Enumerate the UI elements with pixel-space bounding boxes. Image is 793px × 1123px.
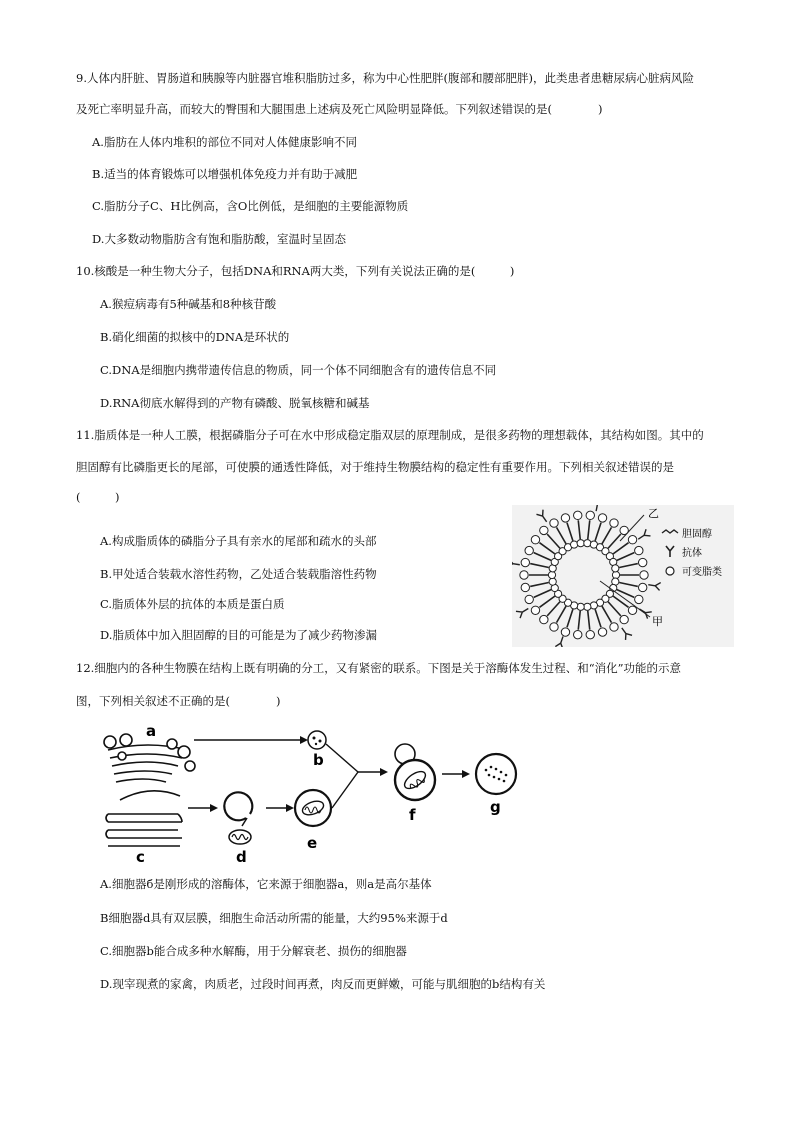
- q10-option-b: B.硝化细菌的拟核中的DNA是环状的: [100, 330, 290, 344]
- q11-option-c: C.脂质体外层的抗体的本质是蛋白质: [100, 597, 285, 611]
- phospholipid-head: [635, 546, 643, 554]
- phospholipid-head: [521, 583, 529, 591]
- phospholipid-head: [574, 630, 582, 638]
- q10-option-a: A.猴痘病毒有5种碱基和8种核苷酸: [100, 297, 277, 311]
- legend-antibody: 抗体: [682, 548, 702, 559]
- phospholipid-head: [612, 565, 619, 572]
- phospholipid-head: [540, 526, 548, 534]
- phospholipid-head: [531, 536, 539, 544]
- q12-option-a: A.细胞器б是刚形成的溶酶体，它来源于细胞器a，则a是高尔基体: [100, 877, 432, 891]
- phospholipid-head: [577, 540, 584, 547]
- phospholipid-head: [540, 615, 548, 623]
- phospholipid-head: [525, 595, 533, 603]
- phospholipid-head: [610, 519, 618, 527]
- phospholipid-head: [640, 571, 648, 579]
- q11-option-a: A.构成脂质体的磷脂分子具有亲水的尾部和疏水的头部: [100, 534, 377, 548]
- lysosome-b: [308, 731, 326, 749]
- phospholipid-head: [549, 578, 556, 585]
- q11-option-b: B.甲处适合装载水溶性药物，乙处适合装载脂溶性药物: [100, 567, 377, 581]
- q12-stem-line1: 12.细胞内的各种生物膜在结构上既有明确的分工，又有紧密的联系。下图是关于溶酶体发生过程、和“消化”功能的示意: [76, 661, 682, 675]
- q11-option-d: D.脂质体中加入胆固醇的目的可能是为了减少药物渗漏: [100, 628, 377, 642]
- liposome-figure: [512, 505, 734, 647]
- label-d: d: [236, 848, 247, 866]
- phospholipid-head: [520, 571, 528, 579]
- phospholipid-head: [612, 571, 619, 578]
- phospholipid-head: [628, 536, 636, 544]
- label-c: c: [136, 848, 145, 866]
- q12-option-b: B细胞器d具有双层膜，细胞生命活动所需的能量，大约95%来源于d: [100, 911, 448, 925]
- phospholipid-head: [584, 540, 591, 547]
- label-g: g: [490, 798, 501, 816]
- phospholipid-head: [590, 602, 597, 609]
- phospholipid-head: [586, 630, 594, 638]
- phospholipid-head: [550, 519, 558, 527]
- phospholipid-head: [620, 615, 628, 623]
- q10-option-d: D.RNA彻底水解得到的产物有磷酸、脱氧核糖和碱基: [100, 396, 370, 410]
- label-f: f: [409, 806, 416, 824]
- residual-body-g: [476, 754, 516, 794]
- phospholipid-head: [610, 623, 618, 631]
- phospholipid-head: [638, 583, 646, 591]
- q10-stem: 10.核酸是一种生物大分子，包括DNA和RNA两大类，下列有关说法正确的是( ): [76, 264, 515, 278]
- golgi-apparatus-a: [104, 734, 195, 782]
- q11-stem-line1: 11.脂质体是一种人工膜，根据磷脂分子可在水中形成稳定脂双层的原理制成，是很多药物的理想载体，其结构如图。其中的: [76, 428, 704, 442]
- legend-cholesterol: 胆固醇: [682, 529, 712, 540]
- legend-variable-lipid: 可变脂类: [682, 567, 722, 578]
- phospholipid-head: [598, 514, 606, 522]
- phospholipid-head: [635, 595, 643, 603]
- q11-stem-line3: ( ): [76, 490, 120, 504]
- label-jia: 甲: [652, 615, 663, 628]
- phospholipid-head: [638, 558, 646, 566]
- q11-stem-line2: 胆固醇有比磷脂更长的尾部，可使膜的通透性降低，对于维持生物膜结构的稳定性有重要作用。下列相关叙述错误的是: [76, 460, 674, 474]
- phospholipid-head: [521, 558, 529, 566]
- phospholipid-head: [550, 623, 558, 631]
- phospholipid-head: [561, 514, 569, 522]
- q12-option-c: C.细胞器b能合成多种水解酶，用于分解衰老、损伤的细胞器: [100, 944, 407, 958]
- phospholipid-head: [531, 606, 539, 614]
- phospholipid-head: [525, 546, 533, 554]
- phospholipid-head: [598, 628, 606, 636]
- q9-option-a: A.脂肪在人体内堆积的部位不同对人体健康影响不同: [92, 135, 357, 149]
- variable-lipid-legend-icon: [666, 567, 674, 575]
- phospholipid-head: [571, 541, 578, 548]
- lysosome-diagram: [100, 722, 530, 867]
- endoplasmic-reticulum-c: [106, 791, 182, 846]
- q9-stem-line2: 及死亡率明显升高，而较大的臀围和大腿围患上述病及死亡风险明显降低。下列叙述错误的是( ): [76, 102, 603, 116]
- q9-option-d: D.大多数动物脂肪含有饱和脂肪酸，室温时呈固态: [92, 232, 346, 246]
- q9-option-b: B.适当的体育锻炼可以增强机体免疫力并有助于减肥: [92, 167, 358, 181]
- label-a: a: [146, 722, 157, 740]
- phospholipid-head: [584, 603, 591, 610]
- phospholipid-head: [586, 511, 594, 519]
- label-b: b: [313, 751, 324, 769]
- q9-option-c: C.脂肪分子C、H比例高，含O比例低，是细胞的主要能源物质: [92, 199, 409, 213]
- label-yi: 乙: [648, 507, 659, 520]
- q12-stem-line2: 图，下列相关叙述不正确的是( ): [76, 694, 281, 708]
- phospholipid-head: [561, 628, 569, 636]
- forming-vesicle: [224, 792, 252, 820]
- phospholipid-head: [574, 511, 582, 519]
- phospholipid-head: [548, 571, 555, 578]
- q12-option-d: D.现宰现煮的家禽，肉质老，过段时间再煮，肉反而更鲜嫩，可能与肌细胞的b结构有关: [100, 977, 546, 991]
- phospholipid-head: [628, 606, 636, 614]
- phospholipid-head: [577, 603, 584, 610]
- q10-option-c: C.DNA是细胞内携带遗传信息的物质，同一个体不同细胞含有的遗传信息不同: [100, 363, 497, 377]
- label-e: e: [307, 834, 318, 852]
- q9-stem-line1: 9.人体内肝脏、胃肠道和胰腺等内脏器官堆积脂肪过多，称为中心性肥胖(腹部和腰部肥胖)，此类患者患糖尿病心脏病风险: [76, 71, 694, 85]
